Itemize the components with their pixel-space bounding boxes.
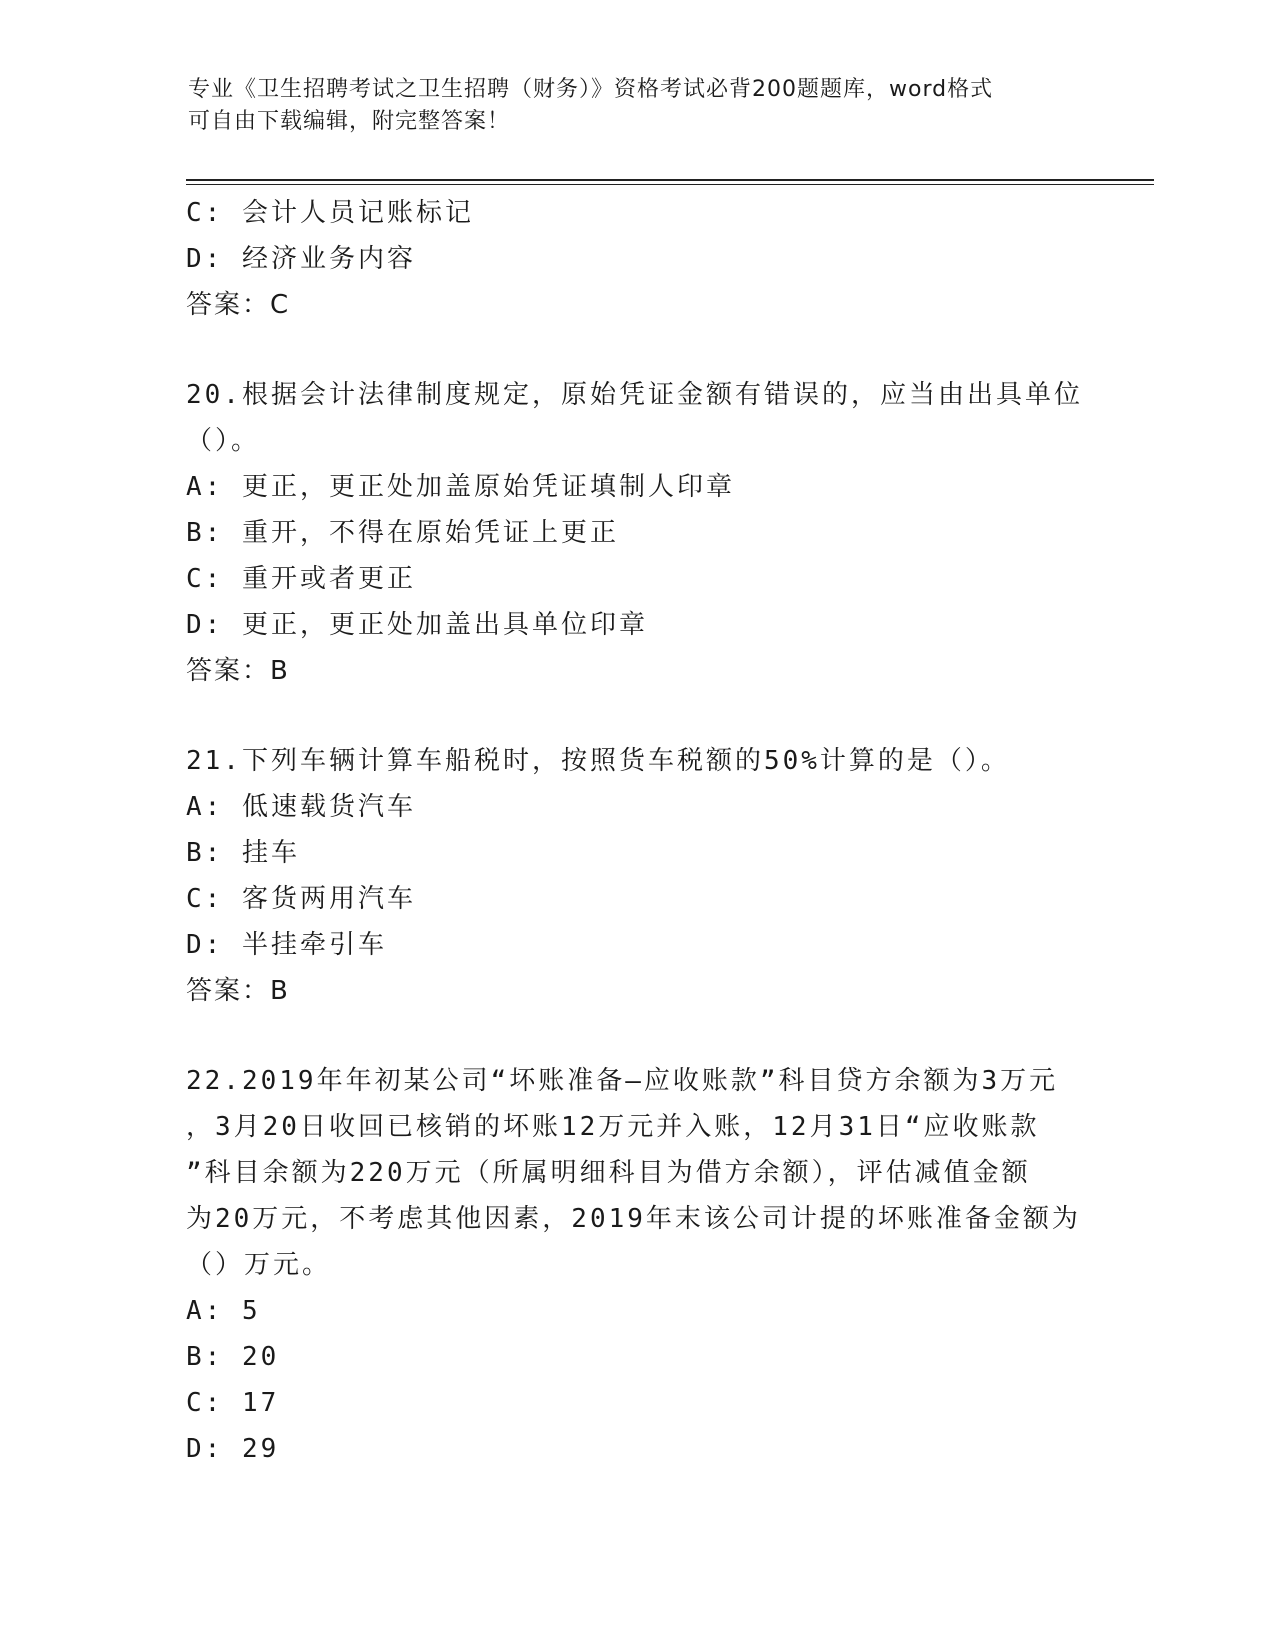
question-text-line: 为20万元，不考虑其他因素，2019年末该公司计提的坏账准备金额为 [186,1204,1081,1234]
option-b: B: 挂车 [186,838,300,868]
question-21 [186,738,1086,1014]
question-20 [186,372,1086,694]
option-d: D: 29 [186,1434,280,1464]
option-b: B: 重开，不得在原始凭证上更正 [186,518,619,548]
option-c: C: 客货两用汽车 [186,884,416,914]
answer-label: 答案：C [186,290,291,320]
question-22 [186,1058,1086,1472]
header-divider-thick [186,179,1154,181]
option-d: D: 更正，更正处加盖出具单位印章 [186,610,648,640]
question-list [186,190,1086,1472]
document-header [188,74,1068,138]
question-text-line: 20.根据会计法律制度规定，原始凭证金额有错误的，应当由出具单位 [186,380,1083,410]
option-d: D: 经济业务内容 [186,244,416,274]
option-c: C: 重开或者更正 [186,564,416,594]
question-19-tail [186,190,1086,328]
option-d: D: 半挂牵引车 [186,930,387,960]
option-c: C: 17 [186,1388,280,1418]
question-text-line: （）万元。 [186,1250,332,1280]
option-b: B: 20 [186,1342,280,1372]
option-a: A: 更正，更正处加盖原始凭证填制人印章 [186,472,735,502]
answer-label: 答案：B [186,656,290,686]
question-text-line: 21.下列车辆计算车船税时，按照货车税额的50%计算的是（）。 [186,746,1010,776]
header-line-2: 可自由下载编辑，附完整答案！ [188,109,511,134]
question-text-line: （）。 [186,426,261,456]
option-a: A: 低速载货汽车 [186,792,416,822]
header-divider-thin [186,184,1154,185]
question-text-line: ”科目余额为220万元（所属明细科目为借方余额），评估减值金额 [186,1158,1031,1188]
header-line-1: 专业《卫生招聘考试之卫生招聘（财务）》资格考试必背200题题库，word格式 [188,77,994,102]
option-c: C: 会计人员记账标记 [186,198,474,228]
question-text-line: ，3月20日收回已核销的坏账12万元并入账，12月31日“应收账款 [186,1112,1040,1142]
option-a: A: 5 [186,1296,261,1326]
question-text-line: 22.2019年年初某公司“坏账准备—应收账款”科目贷方余额为3万元 [186,1066,1059,1096]
answer-label: 答案：B [186,976,290,1006]
